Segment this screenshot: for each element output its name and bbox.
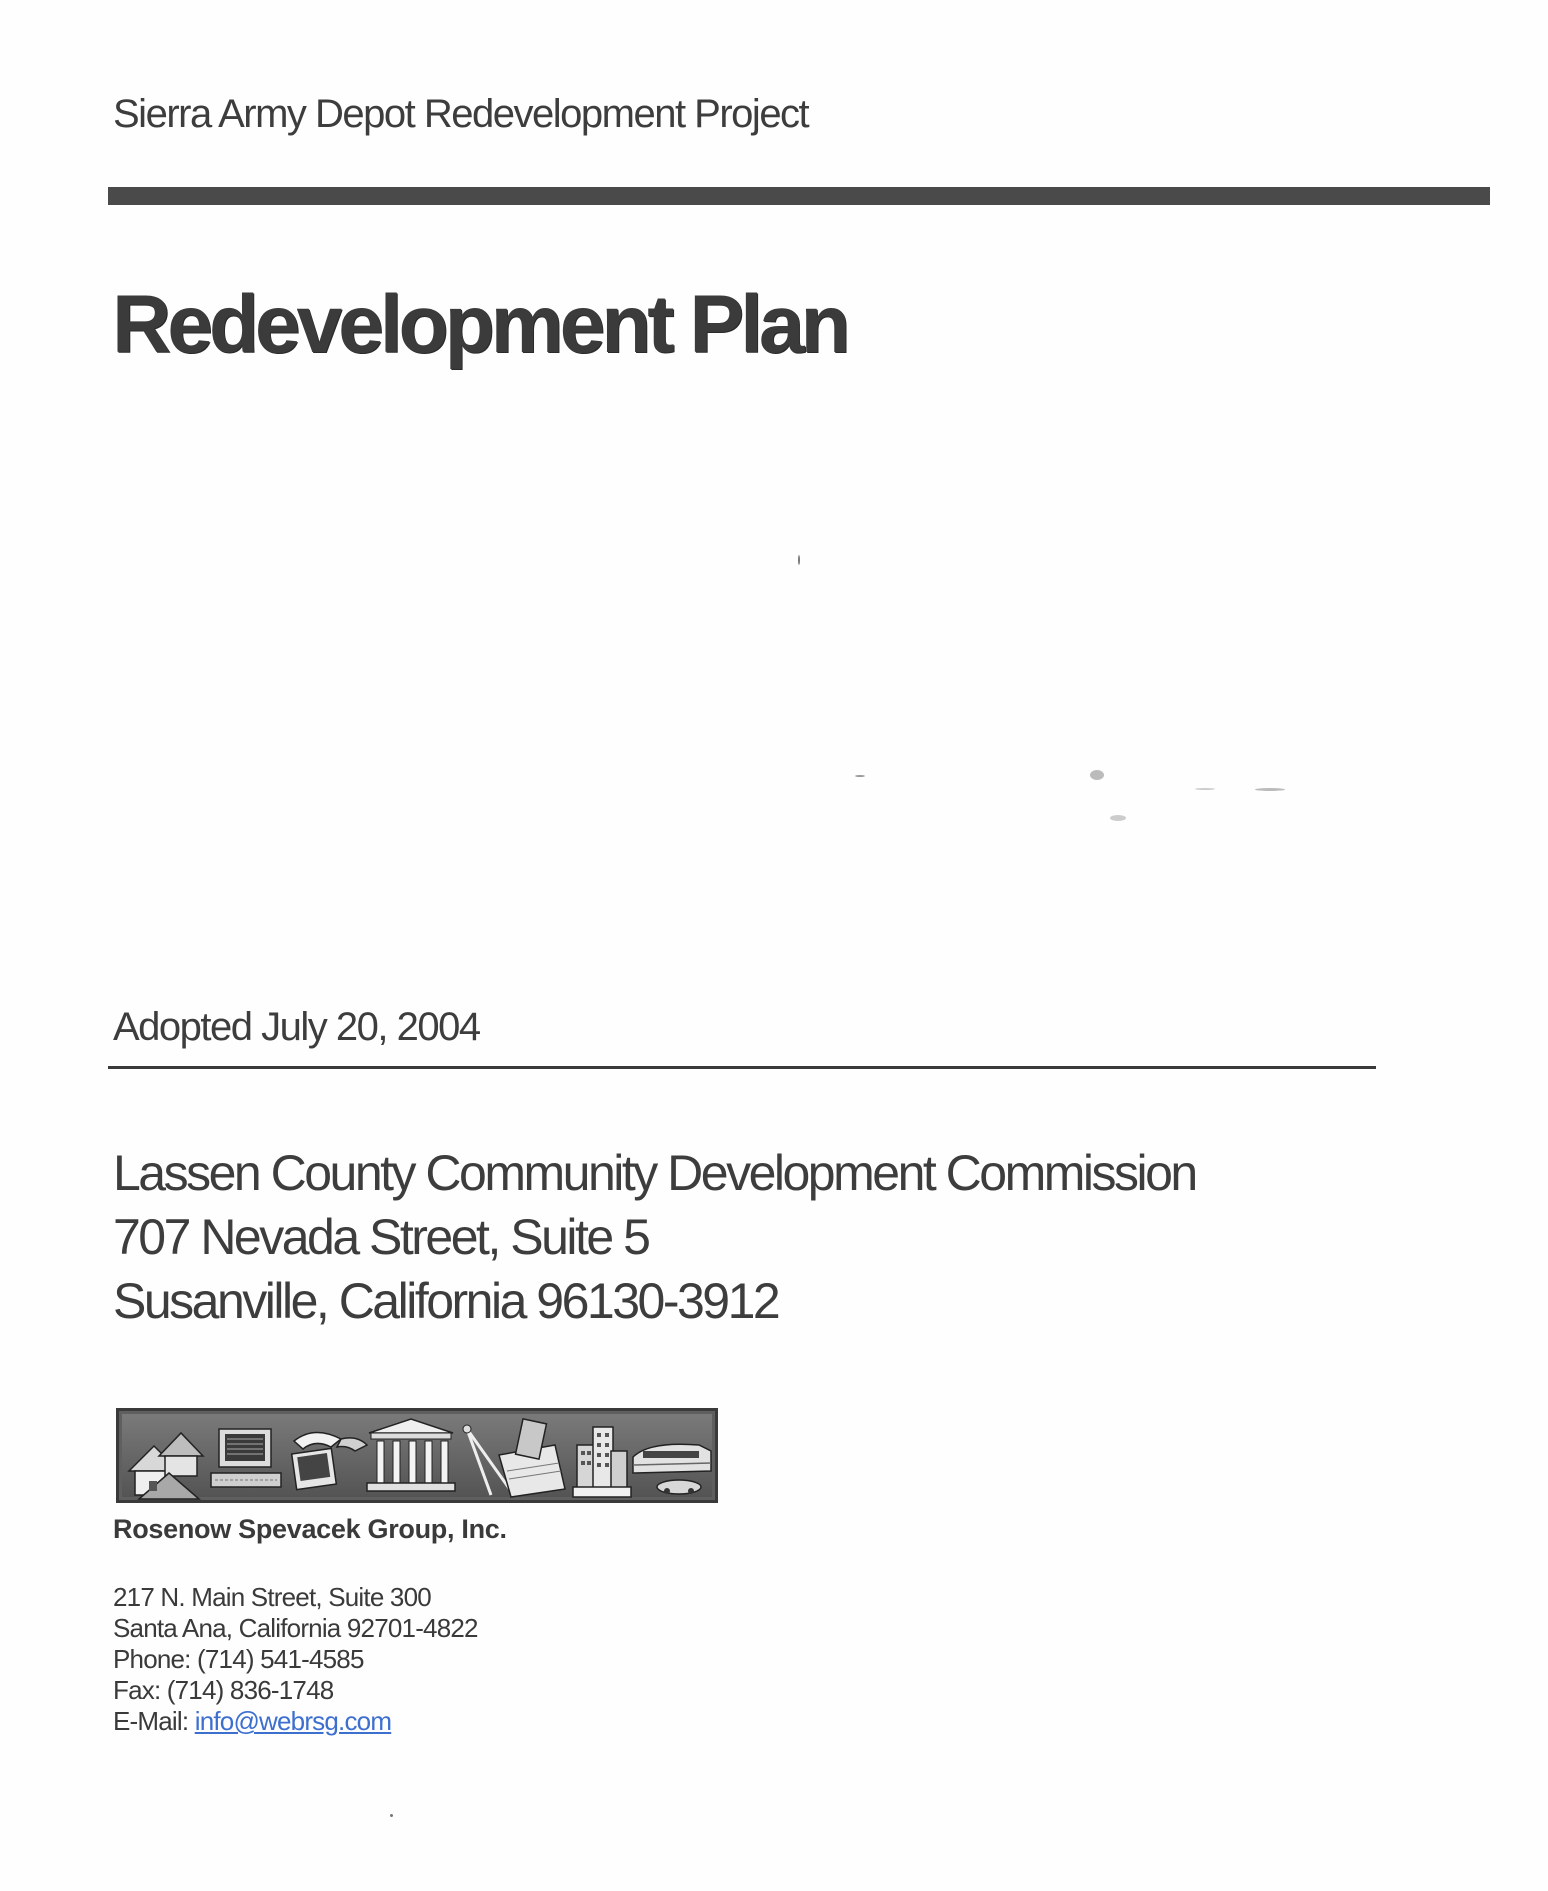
adoption-date: Adopted July 20, 2004 (113, 1005, 480, 1049)
section-divider (108, 1066, 1376, 1069)
email-link[interactable]: info@webrsg.com (194, 1706, 392, 1736)
courthouse-icon (367, 1419, 455, 1491)
agency-city: Susanville, California 96130-3912 (113, 1273, 779, 1329)
city-buildings-icon (573, 1427, 631, 1497)
header-divider (108, 187, 1490, 205)
firm-street: 217 N. Main Street, Suite 300 (113, 1582, 431, 1612)
scan-speck (1110, 815, 1126, 821)
computer-icon (211, 1429, 281, 1487)
firm-logo-illustration (119, 1411, 715, 1500)
firm-phone: Phone: (714) 541-4585 (113, 1644, 364, 1674)
train-icon (633, 1444, 711, 1494)
agency-block (113, 1141, 1196, 1333)
scan-speck (855, 775, 865, 777)
handshake-icon (292, 1432, 367, 1489)
document-title: Redevelopment Plan (112, 279, 847, 370)
firm-email-line (113, 1706, 478, 1737)
drafting-tools-icon (463, 1419, 565, 1497)
scan-speck (1255, 788, 1285, 791)
houses-icon (129, 1433, 203, 1499)
scan-speck (390, 1814, 393, 1817)
firm-city: Santa Ana, California 92701-4822 (113, 1613, 478, 1643)
scan-speck (1090, 770, 1104, 780)
firm-name: Rosenow Spevacek Group, Inc. (113, 1514, 507, 1544)
firm-contact-block (113, 1582, 478, 1737)
scan-speck (1195, 788, 1215, 790)
firm-fax: Fax: (714) 836-1748 (113, 1675, 334, 1705)
scan-speck (798, 555, 800, 565)
agency-street: 707 Nevada Street, Suite 5 (113, 1209, 649, 1265)
project-title: Sierra Army Depot Redevelopment Project (113, 92, 809, 136)
agency-name: Lassen County Community Development Commission (113, 1145, 1196, 1201)
firm-logo-banner (116, 1408, 718, 1503)
email-label: E-Mail: (113, 1706, 195, 1736)
